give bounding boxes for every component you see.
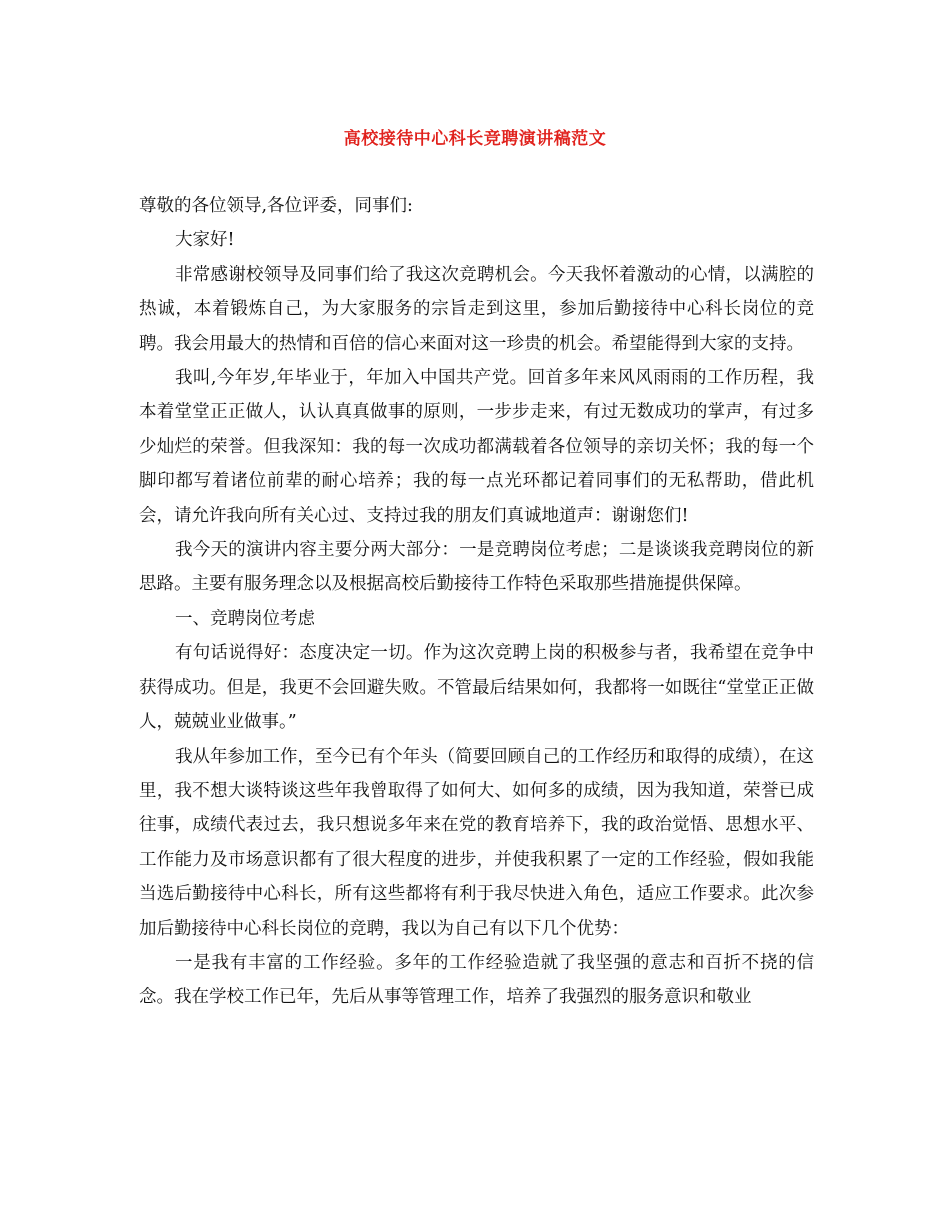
document-body [139,189,814,1015]
section-heading: 一、竞聘岗位考虑 [175,608,315,629]
paragraph-outline: 我今天的演讲内容主要分两大部分：一是竞聘岗位考虑；二是谈谈我竞聘岗位的新思路。主要有服务理念以及根据高校后勤接待工作特色采取那些措施提供保障。 [139,540,814,595]
paragraph-thanks: 非常感谢校领导及同事们给了我这次竞聘机会。今天我怀着激动的心情，以满腔的热诚，本着锻炼自己，为大家服务的宗旨走到这里，参加后勤接待中心科长岗位的竞聘。我会用最大的热情和百倍的信心来面对这一珍贵的机会。希望能得到大家的支持。 [139,264,814,354]
paragraph-advantage-one: 一是我有丰富的工作经验。多年的工作经验造就了我坚强的意志和百折不挠的信念。我在学校工作已年，先后从事等管理工作，培养了我强烈的服务意识和敬业 [139,952,814,1008]
document-title: 高校接待中心科长竞聘演讲稿范文 [343,129,607,149]
paragraph-attitude: 有句话说得好：态度决定一切。作为这次竞聘上岗的积极参与者，我希望在竞争中获得成功。但是，我更不会回避失败。不管最后结果如何，我都将一如既往“堂堂正正做人，兢兢业业做事。” [139,643,814,733]
salutation: 尊敬的各位领导,各位评委，同事们: [139,196,413,216]
greeting: 大家好! [175,230,235,251]
paragraph-experience: 我从年参加工作，至今已有个年头（简要回顾自己的工作经历和取得的成绩），在这里，我不想大谈特谈这些年我曾取得了如何大、如何多的成绩，因为我知道，荣誉已成往事，成绩代表过去，我只想说多年来在党的教育培养下，我的政治觉悟、思想水平、工作能力及市场意识都有了很大程度的进步，并使我积累了一定的工作经验，假如我能当选后勤接待中心科长，所有这些都将有利于我尽快进入角色，适应工作要求。此次参加后勤接待中心科长岗位的竞聘，我以为自己有以下几个优势： [139,746,814,939]
paragraph-introduction: 我叫,今年岁,年毕业于，年加入中国共产党。回首多年来风风雨雨的工作历程，我本着堂堂正正做人，认认真真做事的原则，一步步走来，有过无数成功的掌声，有过多少灿烂的荣誉。但我深知：我的每一次成功都满载着各位领导的亲切关怀；我的每一个脚印都写着诸位前辈的耐心培养；我的每一点光环都记着同事们的无私帮助，借此机会，请允许我向所有关心过、支持过我的朋友们真诚地道声：谢谢您们! [139,368,814,526]
